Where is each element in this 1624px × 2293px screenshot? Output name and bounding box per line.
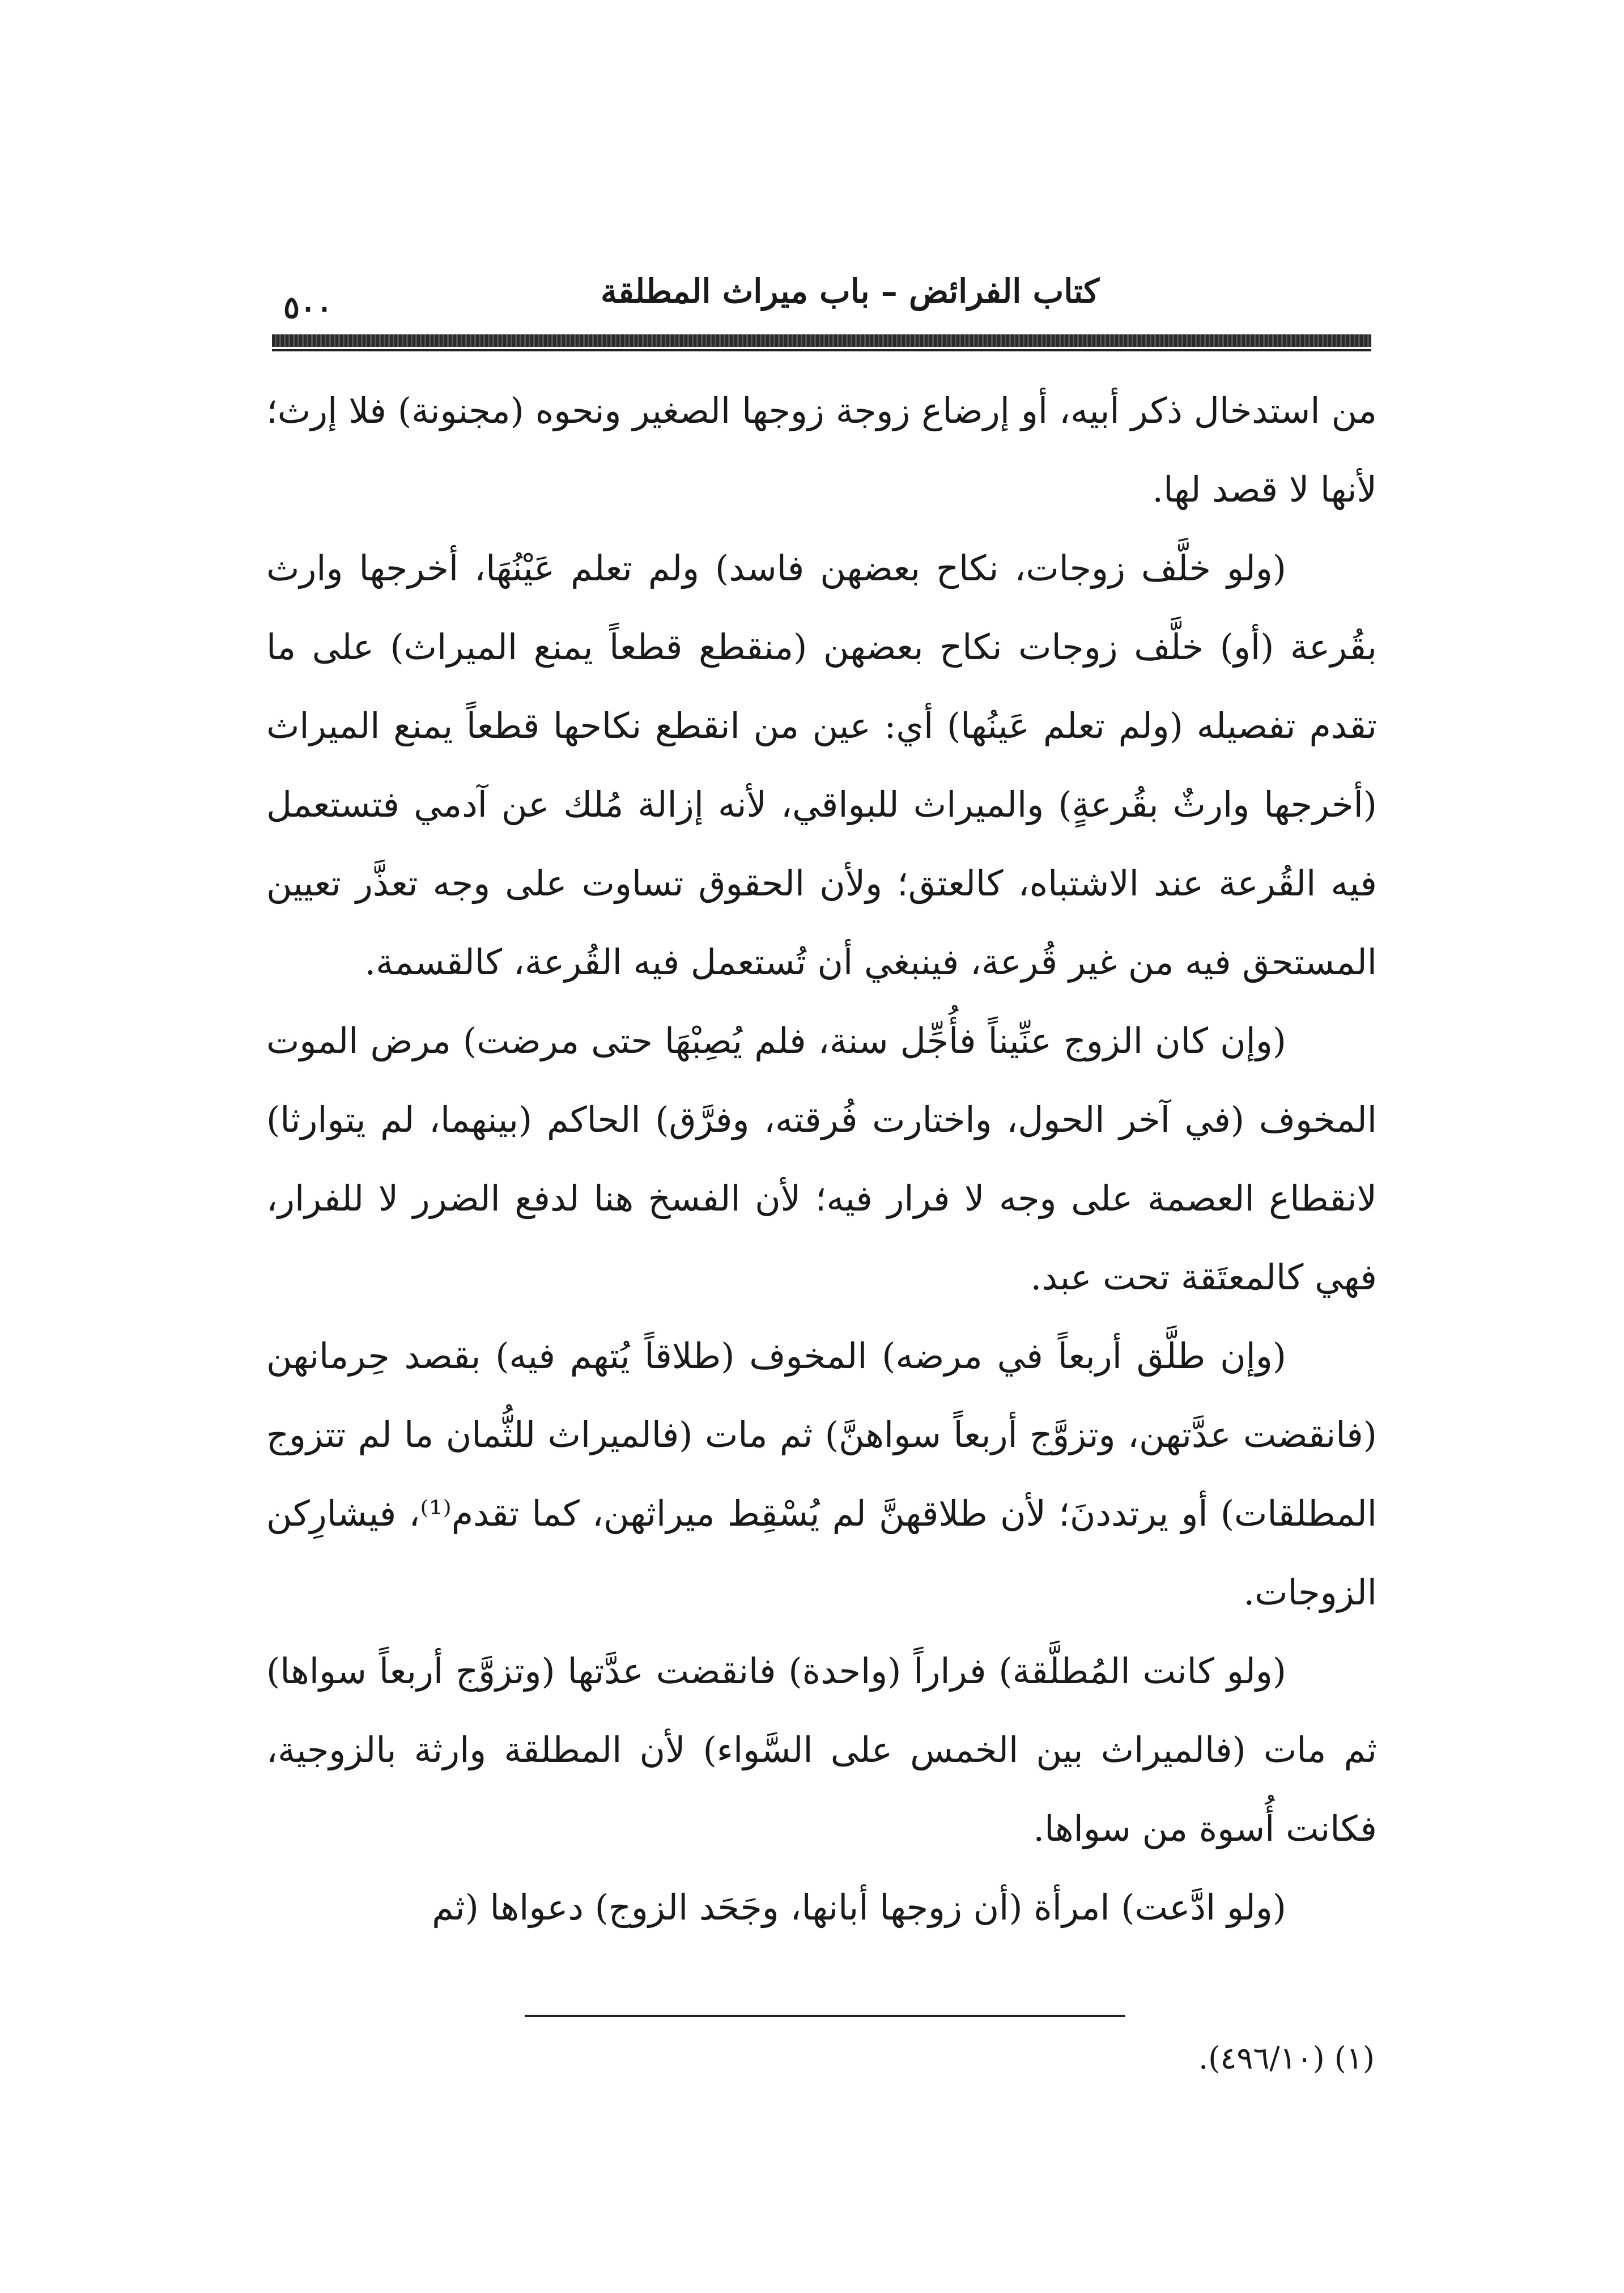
body-text — [266, 371, 1377, 1947]
page-header — [272, 261, 1371, 346]
paragraph-5: (ولو كانت المُطلَّقة) فراراً (واحدة) فانقضت عدَّتها (وتزوَّج أربعاً سواها) ثم مات (فالميراث بين الخمس على السَّواء) لأن المطلقة وارثة بالزوجية، فكانت أُسوة من سواها. — [266, 1650, 1377, 1849]
paragraph-1: من استدخال ذكر أبيه، أو إرضاع زوجة زوجها الصغير ونحوه (مجنونة) فلا إرث؛ لأنها لا قصد لها. — [266, 390, 1377, 510]
footnote: (١) (٤٩٦/١٠). — [1198, 2040, 1375, 2076]
paragraph-6: (ولو ادَّعت) امرأة (أن زوجها أبانها، وجَحَد الزوج) دعواها (ثم — [432, 1887, 1286, 1928]
running-title: كتاب الفرائض – باب ميراث المطلقة — [600, 272, 1099, 311]
paragraph-2: (ولو خلَّف زوجات، نكاح بعضهن فاسد) ولم تعلم عَيْنُهَا، أخرجها وارث بقُرعة (أو) خلَّف زوجات نكاح بعضهن (منقطع قطعاً يمنع الميراث) على ما تقدم تفصيله (ولم تعلم عَينُها) أي: عين من انقطع نكاحها قطعاً يمنع الميراث (أخرجها وارثٌ بقُرعةٍ) والميراث للبواقي، لأنه إزالة مُلك عن آدمي فتستعمل فيه القُرعة عند الاشتباه، كالعتق؛ ولأن الحقوق تساوت على وجه تعذَّر تعيين المستحق فيه من غير قُرعة، فينبغي أن تُستعمل فيه القُرعة، كالقسمة. — [266, 547, 1377, 983]
paragraph-4: (وإن طلَّق أربعاً في مرضه) المخوف (طلاقاً يُتهم فيه) بقصد حِرمانهن (فانقضت عدَّتهن، وتزوَّج أربعاً سواهنَّ) ثم مات (فالميراث للثُّمان ما لم تتزوج المطلقات) أو يرتددنَ؛ لأن طلاقهنَّ لم يُسْقِط ميراثهن، كما تقدم⁽¹⁾، فيشارِكن الزوجات. — [266, 1335, 1377, 1613]
header-rule-thin — [272, 349, 1371, 351]
paragraph-3: (وإن كان الزوج عنِّيناً فأُجِّل سنة، فلم يُصِبْهَا حتى مرضت) مرض الموت المخوف (في آخر الحول، واختارت فُرقته، وفرَّق) الحاكم (بينهما، لم يتوارثا) لانقطاع العصمة على وجه لا فرار فيه؛ لأن الفسخ هنا لدفع الضرر لا للفرار، فهي كالمعتَقة تحت عبد. — [266, 1020, 1377, 1298]
header-rule — [272, 334, 1371, 347]
page-number: ٥٠٠ — [283, 289, 333, 325]
footnote-rule — [525, 2015, 1125, 2017]
